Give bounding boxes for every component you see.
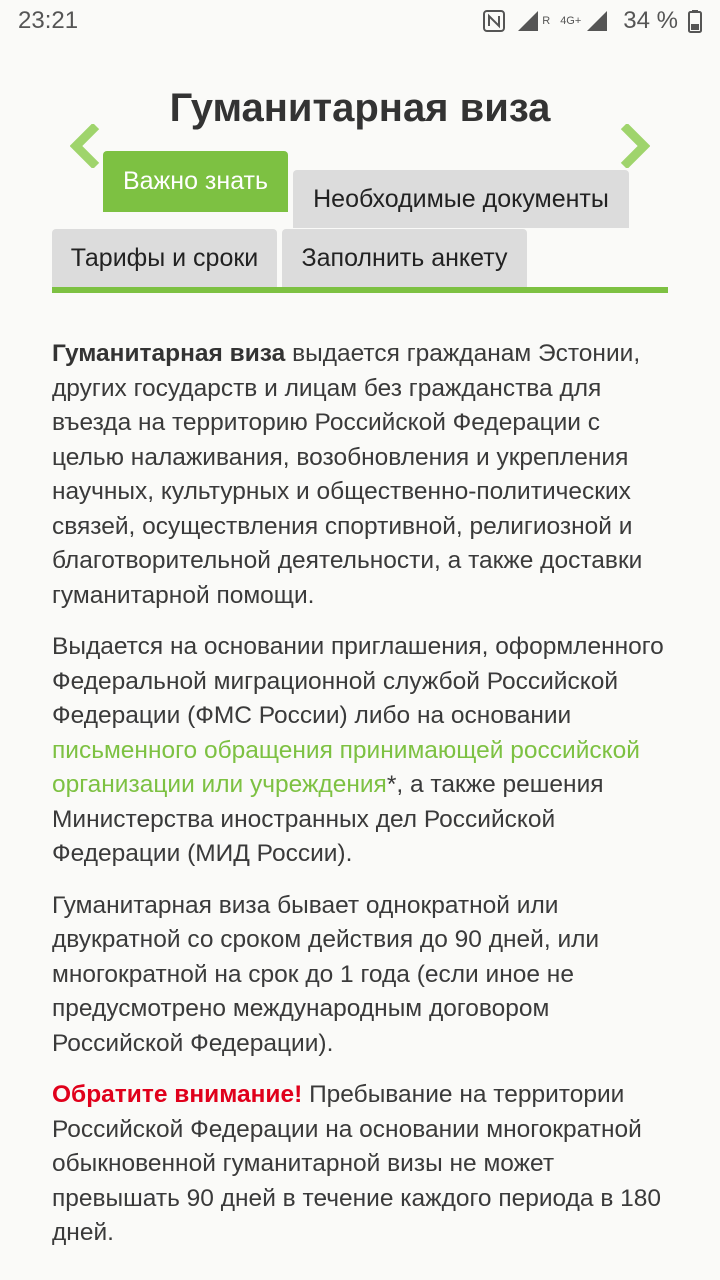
status-icons — [482, 7, 702, 35]
validity-text: Гуманитарная виза бывает однократной или двукратной со сроком действия до 90 дней, или многократной на срок до 1 года (если иное не предусмотрено международным договором Российской Федерации). — [52, 891, 600, 1057]
nfc-icon — [482, 9, 506, 33]
article-content — [52, 337, 668, 1268]
network-type-label: 4G+ — [560, 15, 582, 27]
signal-icon-sim2 — [585, 9, 613, 33]
next-arrow-button[interactable] — [620, 124, 650, 168]
tab-important-info[interactable]: Важно знать — [103, 151, 288, 212]
chevron-right-icon — [620, 124, 650, 168]
paragraph-validity — [52, 889, 668, 1062]
status-bar — [0, 0, 720, 42]
page-title: Гуманитарная виза — [169, 86, 551, 130]
roaming-label: R — [542, 15, 551, 27]
paragraph-basis — [52, 630, 668, 872]
status-time: 23:21 — [18, 7, 79, 34]
intro-text: выдается гражданам Эстонии, других государств и лицам без гражданства для въезда на территорию Российской Федерации с целью налаживания, возобновления и укрепления научных, культурных и общественно-политических связей, осуществления спортивной, религиозной и благотворительной деятельности, а также доставки гуманитарной помощи. — [52, 340, 643, 609]
chevron-left-icon — [70, 124, 100, 168]
basis-text-before: Выдается на основании приглашения, оформленного Федеральной миграционной службой Российской Федерации (ФМС России) либо на основании — [52, 633, 664, 729]
notice-warning-label: Обратите внимание! — [52, 1081, 303, 1108]
signal-icon-sim1 — [516, 9, 544, 33]
previous-arrow-button[interactable] — [70, 124, 100, 168]
paragraph-intro — [52, 337, 668, 613]
paragraph-notice — [52, 1078, 668, 1251]
notice-text: Пребывание на территории Российской Федерации на основании многократной обыкновенной гуманитарной визы не может превышать 90 дней в течение каждого периода в 180 дней. — [52, 1081, 662, 1246]
written-request-link[interactable]: письменного обращения принимающей российской организации или учреждения — [52, 736, 640, 798]
battery-text: 34 % — [623, 7, 678, 34]
intro-bold-term: Гуманитарная виза — [52, 340, 286, 367]
basis-text-after: *, а также решения Министерства иностранных дел Российской Федерации (МИД России). — [52, 771, 604, 867]
tab-underline — [52, 287, 668, 293]
battery-icon — [688, 9, 702, 33]
tab-fill-application[interactable]: Заполнить анкету — [282, 229, 527, 287]
tab-required-documents[interactable]: Необходимые документы — [293, 170, 629, 228]
tab-fees-and-terms[interactable]: Тарифы и сроки — [52, 229, 277, 287]
